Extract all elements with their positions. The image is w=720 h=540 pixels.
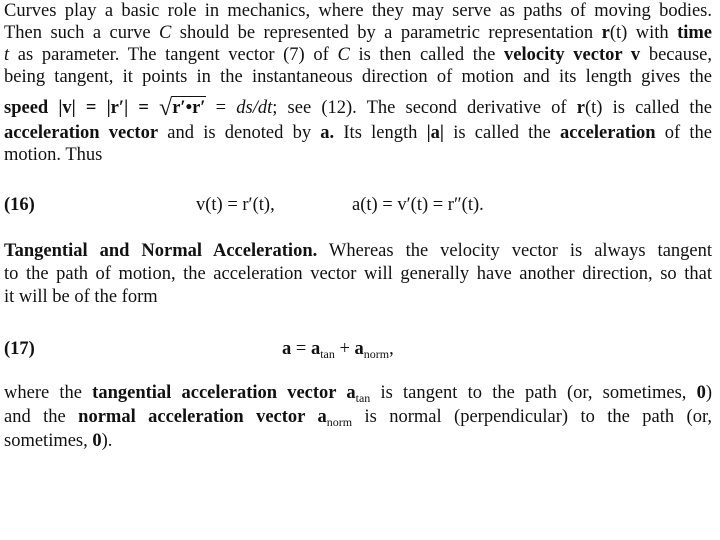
para1-line2: Then such a curve C should be represented by a parametric representation r(t) with time (4, 23, 713, 43)
para1-line3: t as parameter. The tangent vector (7) of C is then called the velocity vector v because, (4, 45, 712, 65)
equation-16-number: (16) (4, 195, 35, 215)
para2-line3: it will be of the form (4, 287, 158, 307)
para3-line2: and the normal acceleration vector $a_{norm}$ is normal (perpendicular) to the path (or, (4, 407, 713, 429)
para1-line7: motion. Thus (4, 145, 103, 165)
para1-line6: acceleration vector and is denoted by a. Its length |a| is called the acceleration of the (4, 123, 713, 143)
para3-line1: where the tangential acceleration vector $a_{tan}$ is tangent to the path (or, sometimes, 0) (4, 383, 713, 405)
equation-17-number: (17) (4, 339, 35, 359)
equation-17-body: $a = a_{tan} + a_{norm}$, (282, 339, 394, 361)
para3-line3: sometimes, 0). (4, 431, 113, 451)
para1-line4: being tangent, it points in the instantaneous direction of motion and its length gives the (4, 67, 712, 87)
section-heading: Tangential and Normal Acceleration. (4, 241, 318, 261)
equation-16-left: v(t) = r′(t), (196, 195, 275, 215)
para2-line2: to the path of motion, the acceleration vector will generally have another direction, so that (4, 264, 712, 284)
para1-line5: speed |v| = |r′| = √r′•r′ = ds/dt; see (12). The second derivative of r(t) is called the (4, 95, 712, 121)
para1-line1: Curves play a basic role in mechanics, where they may serve as paths of moving bodies. (4, 1, 712, 21)
equation-16-right: a(t) = v′(t) = r″(t). (352, 195, 484, 215)
para2-line1: Tangential and Normal Acceleration. Whereas the velocity vector is always tangent (4, 241, 713, 261)
